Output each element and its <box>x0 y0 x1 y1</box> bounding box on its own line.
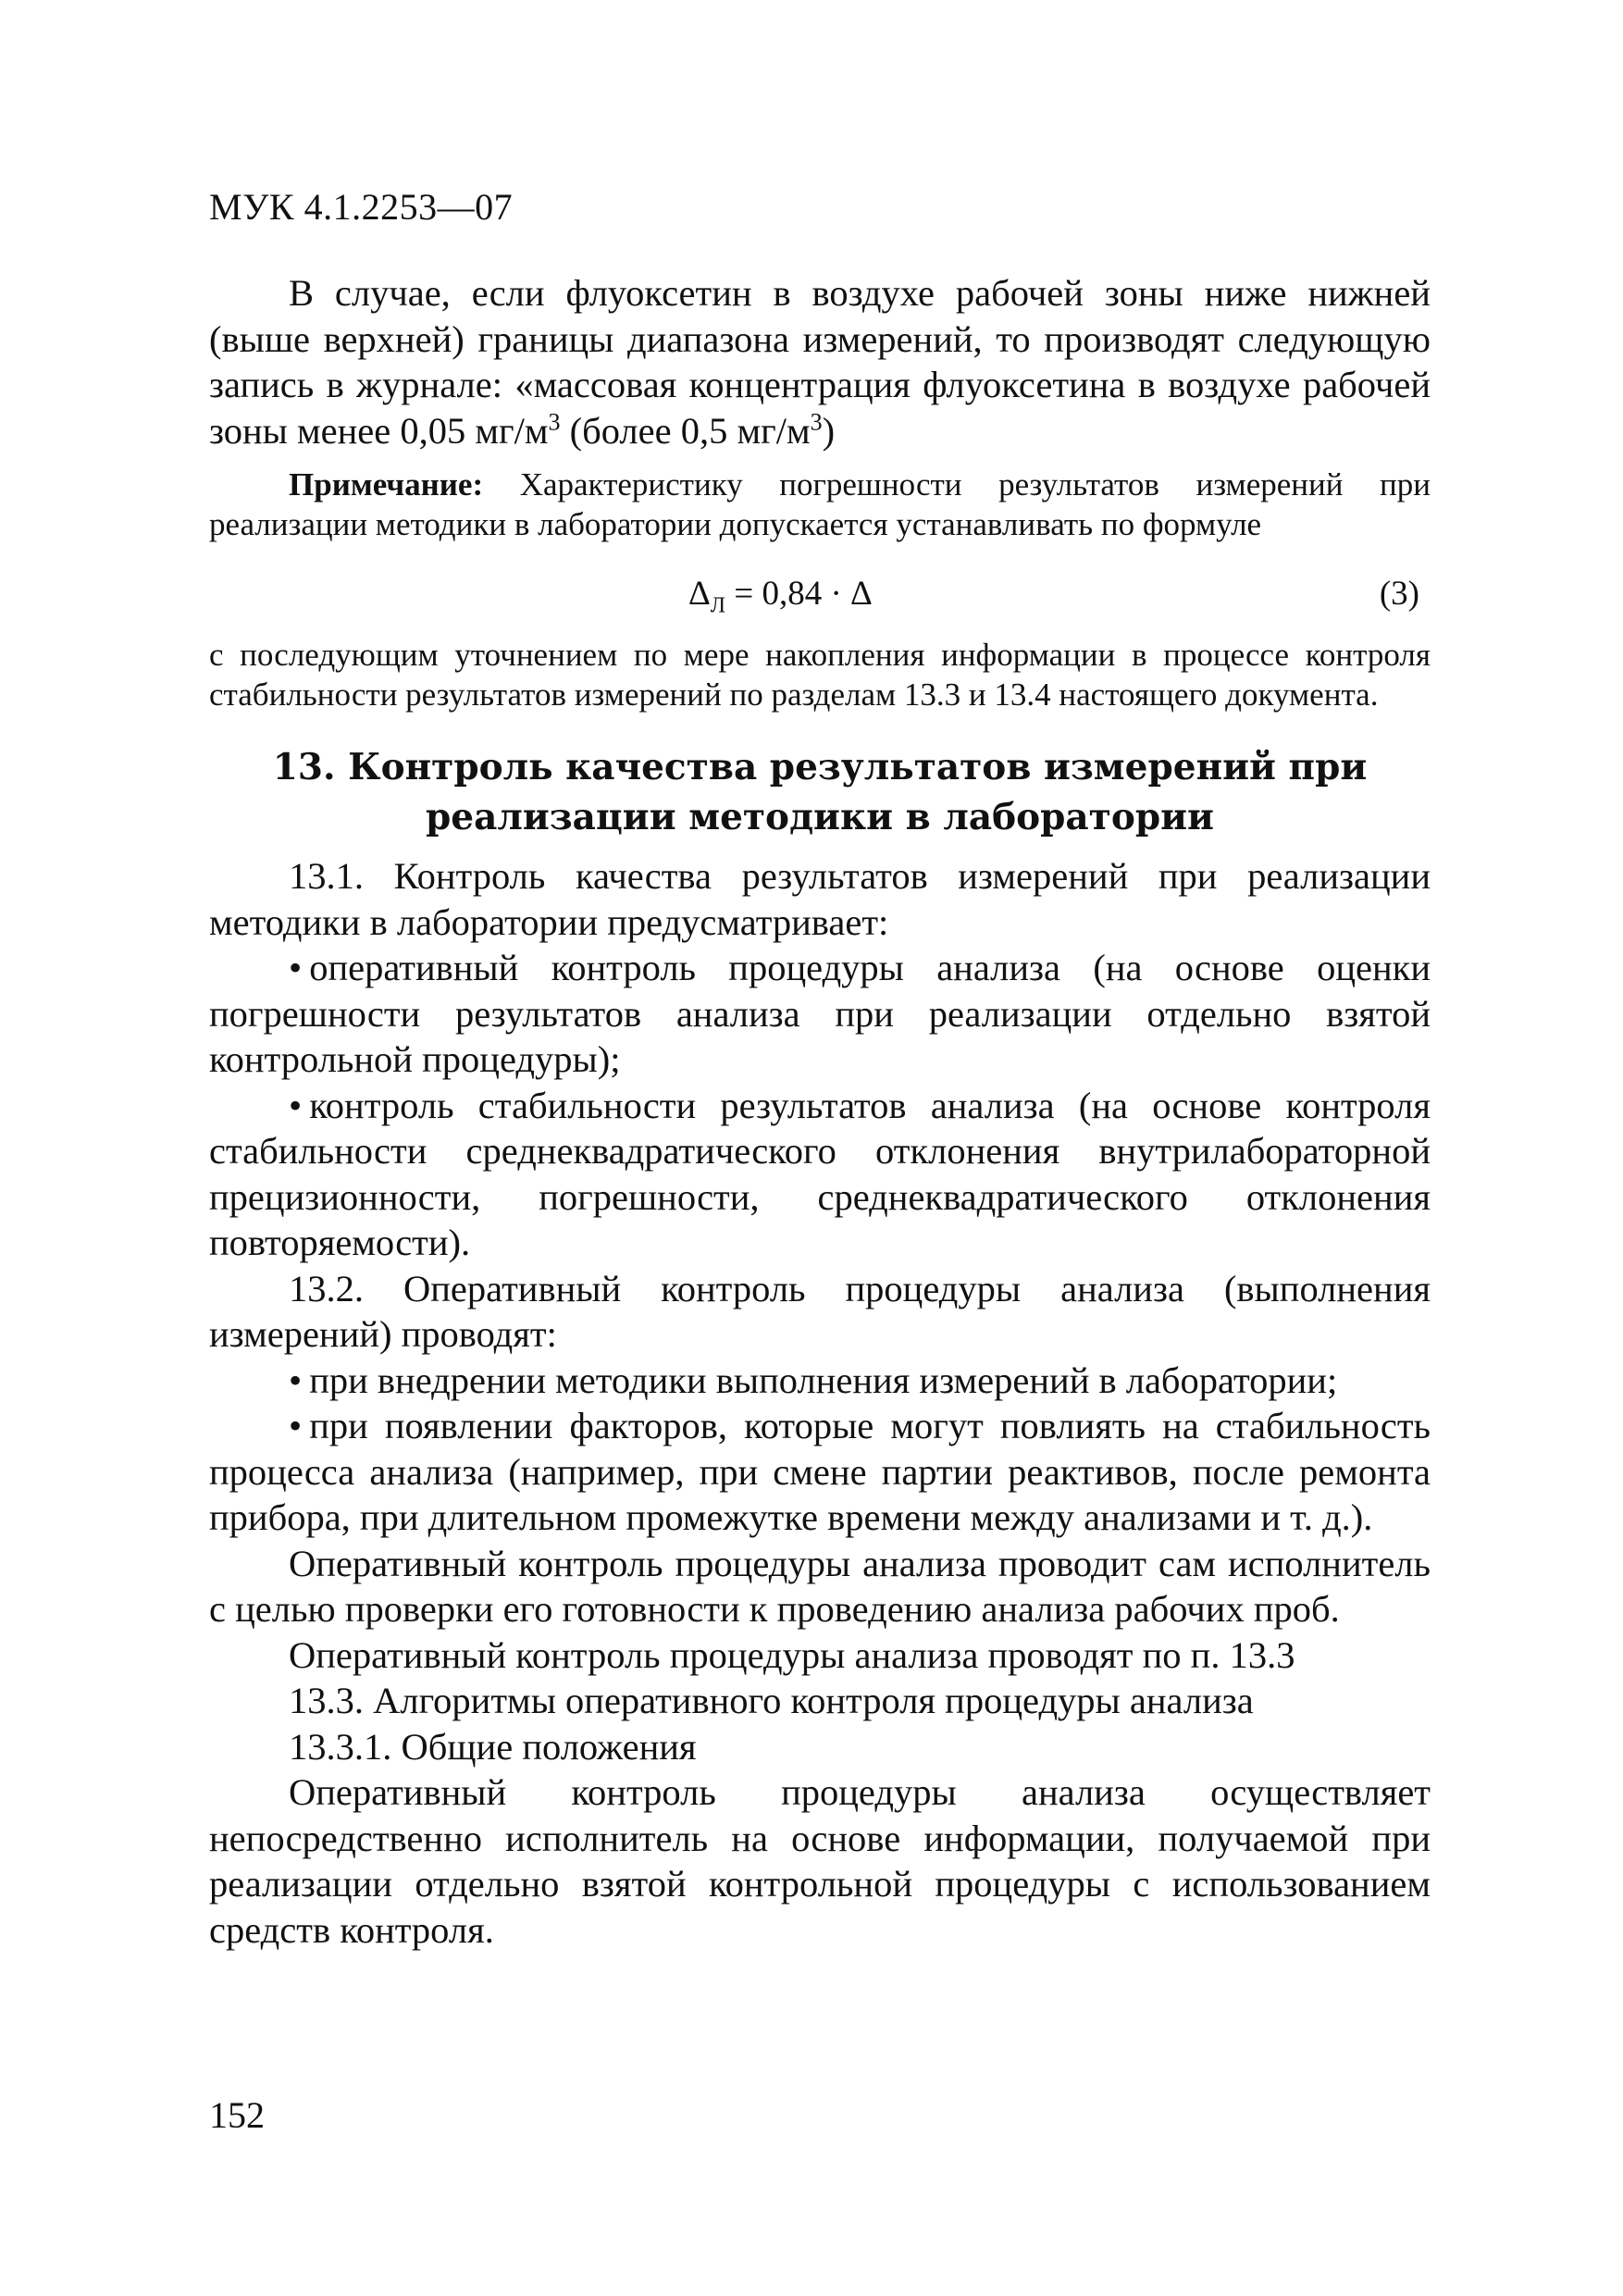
clause-13-3-1: 13.3.1. Общие положения <box>289 1725 697 1768</box>
superscript: 3 <box>548 408 561 435</box>
bullet-item: • при внедрении методики выполнения измерений в лаборатории; <box>209 1358 1431 1404</box>
document-body <box>209 270 1431 1953</box>
clause-13-1: 13.1. Контроль качества результатов измерений при реализации методики в лаборатории предусматривает: <box>209 855 1431 943</box>
after-formula-paragraph: с последующим уточнением по мере накопления информации в процессе контроля стабильности результатов измерений по разделам 13.3 и 13.4 настоящего документа. <box>209 637 1431 713</box>
paragraph-text: ) <box>822 409 836 452</box>
section-title-line1: 13. Контроль качества результатов измерений при <box>272 746 1368 788</box>
note-label: Примечание: <box>289 466 484 503</box>
formula-lhs: Δ <box>688 575 711 613</box>
document-code: МУК 4.1.2253—07 <box>209 186 514 228</box>
note-text: Характеристику погрешности результатов измерений при реализации методики в лаборатории допускается устанавливать по формуле <box>209 466 1431 542</box>
paragraph-text: (более 0,5 мг/м <box>560 409 811 452</box>
section-heading <box>209 742 1431 842</box>
paragraph: Оперативный контроль процедуры анализа проводит сам исполнитель с целью проверки его готовности к проведению анализа рабочих проб. <box>209 1542 1431 1630</box>
clause-13-3: 13.3. Алгоритмы оперативного контроля процедуры анализа <box>289 1680 1254 1721</box>
bullet-item: • при появлении факторов, которые могут повлиять на стабильность процесса анализа (например, при смене партии реактивов, после ремонта прибора, при длительном промежутке времени между анализами и т. д.). <box>209 1403 1431 1541</box>
bullet-item: • контроль стабильности результатов анализа (на основе контроля стабильности среднеквадратического отклонения внутрилабораторной прецизионности, погрешности, среднеквадратического отклонения повторяемости). <box>209 1083 1431 1266</box>
paragraph: Оперативный контроль процедуры анализа осуществляет непосредственно исполнитель на основе информации, получаемой при реализации отдельно взятой контрольной процедуры с использованием средств контроля. <box>209 1771 1431 1951</box>
section-title-line2: реализации методики в лаборатории <box>426 796 1214 838</box>
formula-expression <box>688 574 873 618</box>
bullet-item: • оперативный контроль процедуры анализа (на основе оценки погрешности результатов анализа при реализации отдельно взятой контрольной процедуры); <box>209 945 1431 1083</box>
formula-rhs: = 0,84 · Δ <box>725 575 873 613</box>
paragraph-text: В случае, если флуоксетин в воздухе рабочей зоны ниже нижней (выше верхней) границы диапазона измерений, то производят следующую запись в журнале: «массовая концентрация флуоксетина в воздухе рабочей зоны менее 0,05 мг/м <box>209 272 1431 452</box>
formula-subscript: Л <box>710 593 726 618</box>
paragraph: Оперативный контроль процедуры анализа проводят по п. 13.3 <box>289 1633 1295 1676</box>
formula <box>209 566 1431 622</box>
formula-number: (3) <box>1379 575 1419 613</box>
note-paragraph <box>209 465 1431 544</box>
paragraph-out-of-range <box>209 270 1431 453</box>
page-number: 152 <box>209 2094 265 2136</box>
superscript: 3 <box>810 408 823 435</box>
clause-13-2: 13.2. Оперативный контроль процедуры анализа (выполнения измерений) проводят: <box>209 1267 1431 1355</box>
